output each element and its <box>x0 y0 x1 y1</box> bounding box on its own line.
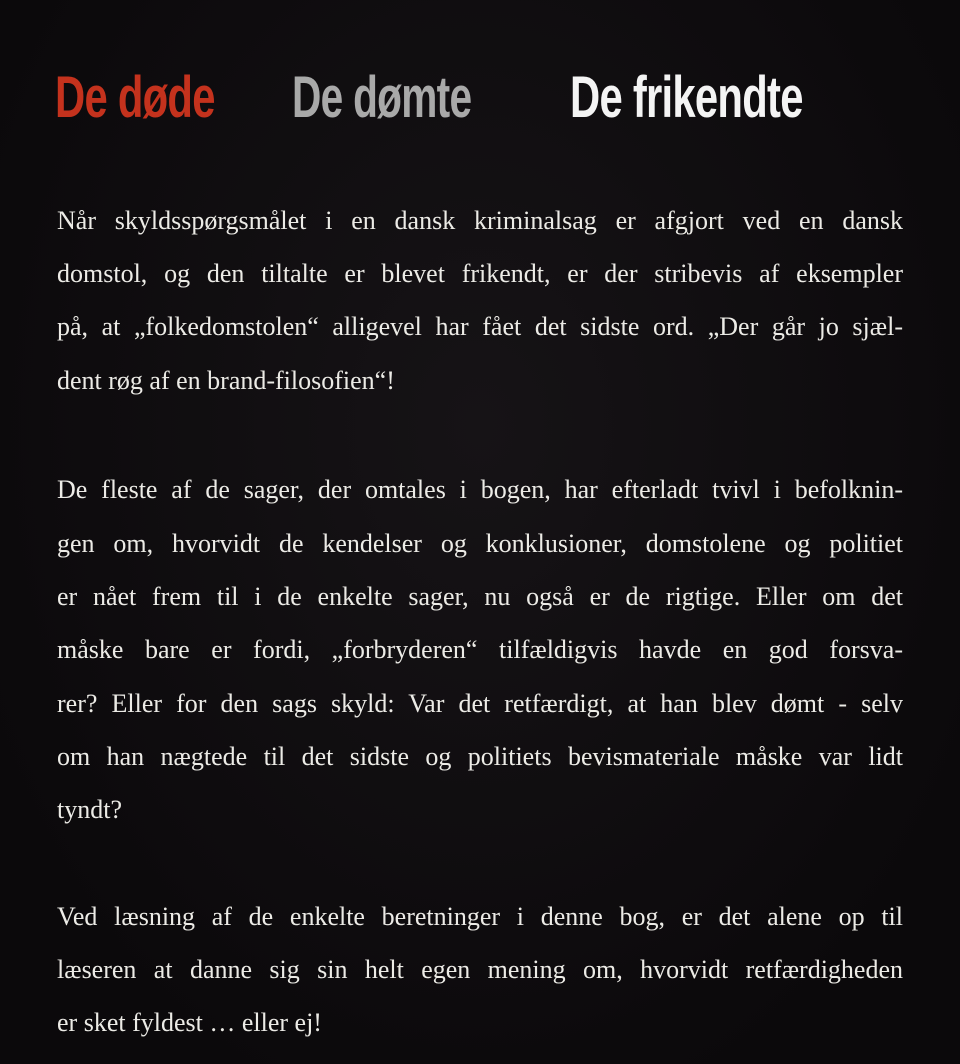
text-line: om han nægtede til det sidste og politiets bevismateriale måske var lidt <box>57 742 903 771</box>
text-line: læseren at danne sig sin helt egen mening om, hvorvidt retfærdigheden <box>57 955 903 984</box>
text-line: dent røg af en brand-filosofien“! <box>57 366 395 395</box>
text-line: De fleste af de sager, der omtales i bogen, har efterladt tvivl i befolknin- <box>57 475 903 504</box>
text-line: er nået frem til i de enkelte sager, nu også er de rigtige. Eller om det <box>57 582 903 611</box>
text-line: Når skyldsspørgsmålet i en dansk kriminalsag er afgjort ved en dansk <box>57 206 903 235</box>
text-line: gen om, hvorvidt de kendelser og konklusioner, domstolene og politiet <box>57 529 903 558</box>
text-line: tyndt? <box>57 795 122 824</box>
text-line: rer? Eller for den sags skyld: Var det retfærdigt, at han blev dømt - selv <box>57 689 903 718</box>
text-line: på, at „folkedomstolen“ alligevel har fået det sidste ord. „Der går jo sjæl- <box>57 312 903 341</box>
title-de-dode: De døde <box>55 65 215 130</box>
text-line: Ved læsning af de enkelte beretninger i denne bog, er det alene op til <box>57 902 903 931</box>
title-de-domte: De dømte <box>292 65 472 130</box>
text-line: domstol, og den tiltalte er blevet frikendt, er der stribevis af eksempler <box>57 259 903 288</box>
text-line: måske bare er fordi, „forbryderen“ tilfældigvis havde en god forsva- <box>57 635 903 664</box>
text-line: er sket fyldest … eller ej! <box>57 1008 322 1037</box>
title-de-frikendte: De frikendte <box>570 65 803 130</box>
